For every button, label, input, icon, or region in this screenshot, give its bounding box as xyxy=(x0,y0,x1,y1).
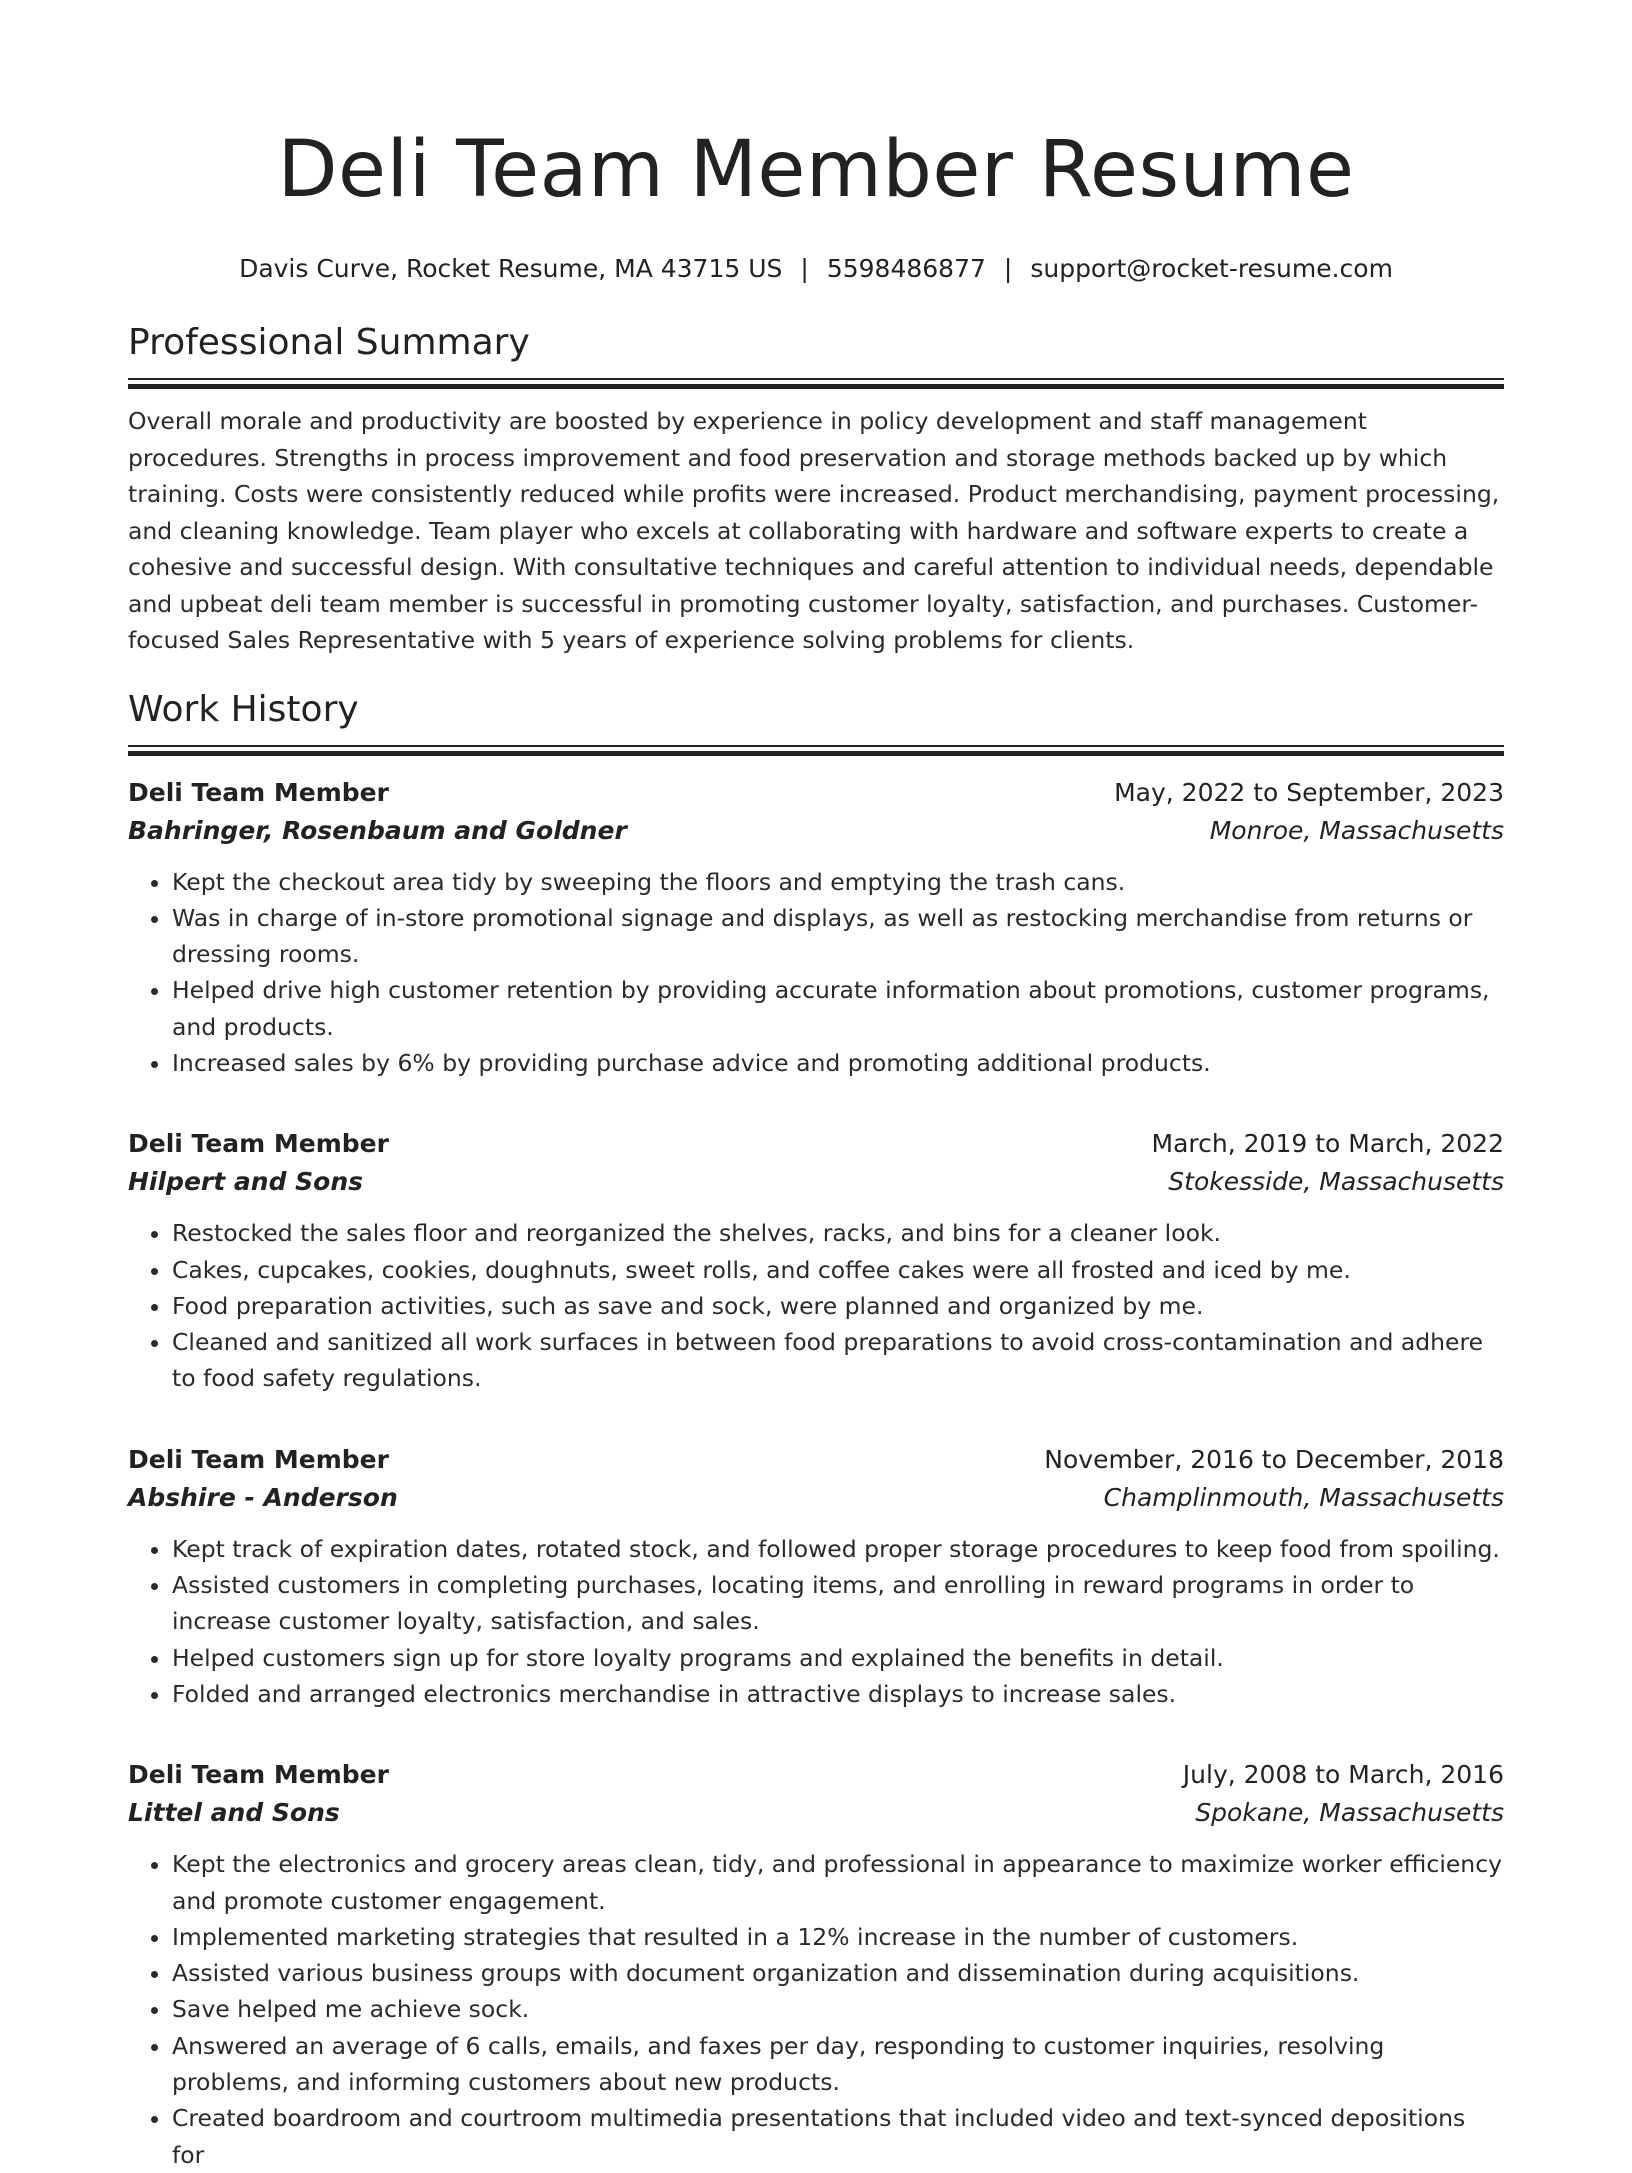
job-bullet: • Created boardroom and courtroom multimedia presentations that included video and text-synced depositions for xyxy=(172,2100,1504,2173)
job-header-row xyxy=(128,1756,1504,1794)
job-dates: March, 2019 to March, 2022 xyxy=(1151,1129,1504,1159)
work-history-section xyxy=(128,687,1504,2173)
job-title: Deli Team Member xyxy=(128,1760,389,1790)
job-title: Deli Team Member xyxy=(128,1129,389,1159)
job-bullet: • Kept the electronics and grocery areas clean, tidy, and professional in appearance to maximize worker efficiency and promote customer engagement. xyxy=(172,1846,1504,1919)
job-location: Monroe, Massachusetts xyxy=(1209,815,1504,845)
job-bullet: • Save helped me achieve sock. xyxy=(172,1991,1504,2027)
job-location: Champlinmouth, Massachusetts xyxy=(1103,1482,1504,1512)
job-location: Stokesside, Massachusetts xyxy=(1168,1167,1504,1197)
job-bullet: • Implemented marketing strategies that resulted in a 12% increase in the number of customers. xyxy=(172,1919,1504,1955)
job-company: Abshire - Anderson xyxy=(128,1482,398,1512)
professional-summary-section xyxy=(128,320,1504,659)
job-company: Hilpert and Sons xyxy=(128,1167,364,1197)
job-entry xyxy=(128,1756,1504,2173)
job-bullet: • Kept the checkout area tidy by sweeping the floors and emptying the trash cans. xyxy=(172,864,1504,900)
section-heading: Professional Summary xyxy=(128,322,530,363)
job-dates: July, 2008 to March, 2016 xyxy=(1182,1760,1504,1790)
contact-separator: | xyxy=(800,254,809,283)
resume-title: Deli Team Member Resume xyxy=(277,125,1355,215)
job-bullet: • Helped drive high customer retention by providing accurate information about promotions, customer programs, and products. xyxy=(172,972,1504,1045)
job-header-row xyxy=(128,774,1504,812)
job-header-row xyxy=(128,1441,1504,1479)
job-company-row xyxy=(128,812,1504,850)
job-company: Littel and Sons xyxy=(128,1798,340,1828)
summary-text: Overall morale and productivity are boosted by experience in policy development and staff management procedures. Strengths in process improvement and food preservation and storage methods backed up by which training. Costs were consistently reduced while profits were increased. Product merchandising, payment processing, and cleaning knowledge. Team player who excels at collaborating with hardware and software experts to create a cohesive and successful design. With consultative techniques and careful attention to individual needs, dependable and upbeat deli team member is successful in promoting customer loyalty, satisfaction, and purchases. Customer-focused Sales Representative with 5 years of experience solving problems for clients. xyxy=(128,407,1500,654)
job-title: Deli Team Member xyxy=(128,1444,389,1474)
job-dates: November, 2016 to December, 2018 xyxy=(1044,1444,1504,1474)
section-divider xyxy=(128,378,1504,389)
job-bullets xyxy=(128,1215,1504,1396)
job-bullet: • Assisted customers in completing purchases, locating items, and enrolling in reward programs in order to increase customer loyalty, satisfaction, and sales. xyxy=(172,1567,1504,1640)
job-header-row xyxy=(128,1125,1504,1163)
job-bullet: • Helped customers sign up for store loyalty programs and explained the benefits in detail. xyxy=(172,1640,1504,1676)
section-heading: Work History xyxy=(128,688,359,730)
job-entry xyxy=(128,1441,1504,1712)
section-divider xyxy=(128,745,1504,756)
job-company-row xyxy=(128,1794,1504,1832)
job-bullet: • Was in charge of in-store promotional signage and displays, as well as restocking merchandise from returns or dressing rooms. xyxy=(172,900,1504,973)
job-company-row xyxy=(128,1163,1504,1201)
job-bullets xyxy=(128,864,1504,1082)
job-entry xyxy=(128,774,1504,1082)
job-bullet: • Restocked the sales floor and reorganized the shelves, racks, and bins for a cleaner look. xyxy=(172,1215,1504,1251)
contact-phone: 5598486877 xyxy=(826,254,986,283)
job-dates: May, 2022 to September, 2023 xyxy=(1114,777,1504,807)
job-bullets xyxy=(128,1846,1504,2173)
contact-separator: | xyxy=(1003,254,1013,283)
job-bullet: • Increased sales by 6% by providing purchase advice and promoting additional products. xyxy=(172,1045,1504,1081)
contact-email: support@rocket-resume.com xyxy=(1030,254,1393,283)
contact-line xyxy=(128,252,1504,286)
job-entry xyxy=(128,1125,1504,1396)
job-company-row xyxy=(128,1479,1504,1517)
contact-address: Davis Curve, Rocket Resume, MA 43715 US xyxy=(239,254,783,283)
job-bullets xyxy=(128,1531,1504,1712)
job-bullet: • Folded and arranged electronics merchandise in attractive displays to increase sales. xyxy=(172,1676,1504,1712)
job-title: Deli Team Member xyxy=(128,777,389,807)
job-company: Bahringer, Rosenbaum and Goldner xyxy=(128,815,627,845)
job-bullet: • Cakes, cupcakes, cookies, doughnuts, sweet rolls, and coffee cakes were all frosted and iced by me. xyxy=(172,1252,1504,1288)
job-bullet: • Food preparation activities, such as save and sock, were planned and organized by me. xyxy=(172,1288,1504,1324)
job-location: Spokane, Massachusetts xyxy=(1195,1798,1504,1828)
job-bullet: • Answered an average of 6 calls, emails, and faxes per day, responding to customer inquiries, resolving problems, and informing customers about new products. xyxy=(172,2028,1504,2101)
job-bullet: • Kept track of expiration dates, rotated stock, and followed proper storage procedures to keep food from spoiling. xyxy=(172,1531,1504,1567)
job-bullet: • Assisted various business groups with document organization and dissemination during acquisitions. xyxy=(172,1955,1504,1991)
job-bullet: • Cleaned and sanitized all work surfaces in between food preparations to avoid cross-contamination and adhere to food safety regulations. xyxy=(172,1324,1504,1397)
